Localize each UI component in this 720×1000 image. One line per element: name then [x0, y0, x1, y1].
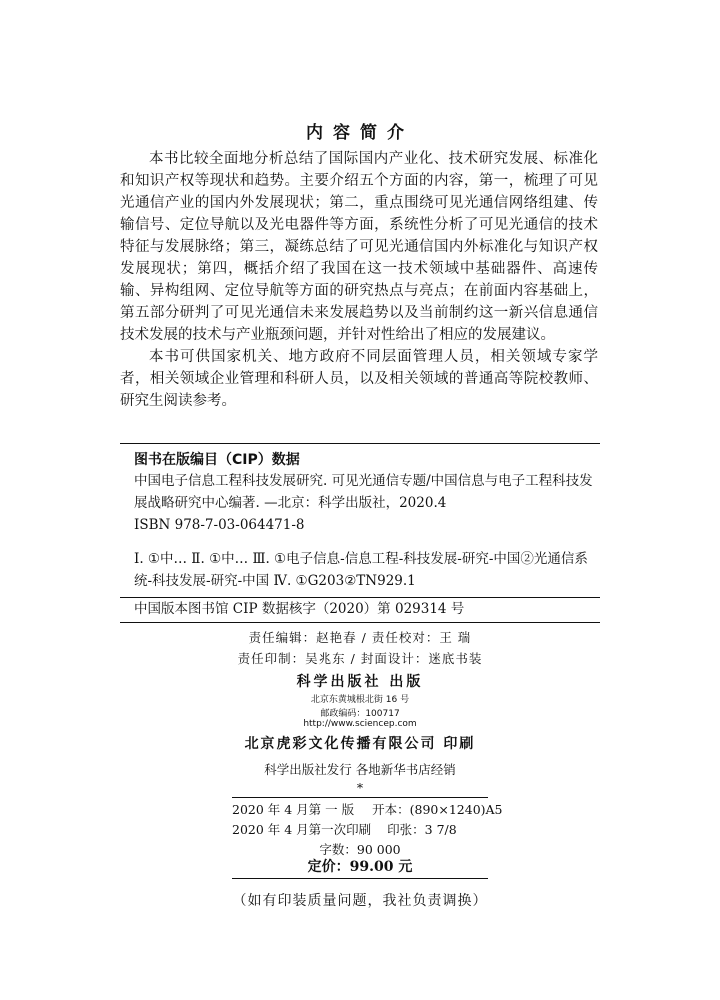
intro-paragraph-2: 本书可供国家机关、地方政府不同层面管理人员，相关领域专家学者，相关领域企业管理和科研人员，以及相关领域的普通高等院校教师、研究生阅读参考。	[120, 349, 598, 409]
spec-word-count: 字数：90 000	[319, 842, 401, 857]
credits-line-2: 责任印制：吴兆东 / 封面设计：迷底书装	[237, 651, 483, 666]
separator-star: *	[356, 780, 364, 795]
cip-classification: Ⅰ. ①中… Ⅱ. ①中… Ⅲ. ①电子信息-信息工程-科技发展-研究-中国②光通信系统-科技发展-研究-中国 Ⅳ. ①G203②TN929.1	[134, 551, 588, 589]
spec-edition: 2020 年 4 月第 一 版	[232, 802, 355, 817]
price: 定价：99.00 元	[307, 859, 413, 875]
spec-sheets: 印张：3 7/8	[387, 822, 457, 837]
cip-body	[120, 470, 600, 592]
intro-paragraph-1: 本书比较全面地分析总结了国际国内产业化、技术研究发展、标准化和知识产权等现状和趋势。主要介绍五个方面的内容，第一，梳理了可见光通信产业的国内外发展现状；第二，重点围绕可见光通信网络组建、传输信号、定位导航以及光电器件等方面，系统性分析了可见光通信的技术特征与发展脉络；第三，凝练总结了可见光通信国内外标准化与知识产权发展现状；第四，概括介绍了我国在这一技术领域中基础器件、高速传输、异构组网、定位导航等方面的研究热点与亮点；在前面内容基础上，第五部分研判了可见光通信未来发展趋势以及当前制约这一新兴信息通信技术发展的技术与产业瓶颈问题，并针对性给出了相应的发展建议。	[120, 151, 598, 343]
spec-edition-row	[200, 800, 520, 818]
cip-check-number: 中国版本图书馆 CIP 数据核字（2020）第 029314 号	[134, 601, 465, 617]
publisher-postcode: 邮政编码：100717	[320, 709, 400, 719]
cip-isbn: ISBN 978-7-03-064471-8	[134, 517, 305, 533]
quality-notice: （如有印装质量问题，我社负责调换）	[232, 893, 488, 909]
cip-heading: 图书在版编目（CIP）数据	[134, 452, 300, 468]
printer-name: 北京虎彩文化传播有限公司 印刷	[244, 736, 476, 752]
cip-bottom-rule	[120, 622, 600, 623]
publisher-name: 科学出版社 出版	[296, 674, 424, 690]
spec-top-rule	[232, 797, 488, 798]
page-title: 内容简介	[306, 123, 414, 143]
credits-line-1: 责任编辑：赵艳春 / 责任校对：王 瑞	[248, 630, 472, 645]
intro-section	[120, 148, 598, 412]
spec-printing-row	[200, 820, 520, 838]
spec-format: 开本：(890×1240)A5	[372, 802, 503, 817]
cip-record: 中国电子信息工程科技发展研究. 可见光通信专题/中国信息与电子工程科技发展战略研究中心编著. —北京：科学出版社，2020.4	[134, 473, 593, 511]
publisher-address: 北京东黄城根北街 16 号	[310, 695, 410, 705]
spec-printing: 2020 年 4 月第一次印刷	[232, 822, 372, 837]
distribution-line: 科学出版社发行 各地新华书店经销	[264, 762, 456, 777]
spec-bottom-rule	[232, 878, 488, 879]
publisher-website: http://www.sciencep.com	[303, 719, 417, 729]
cip-top-rule	[120, 443, 600, 444]
